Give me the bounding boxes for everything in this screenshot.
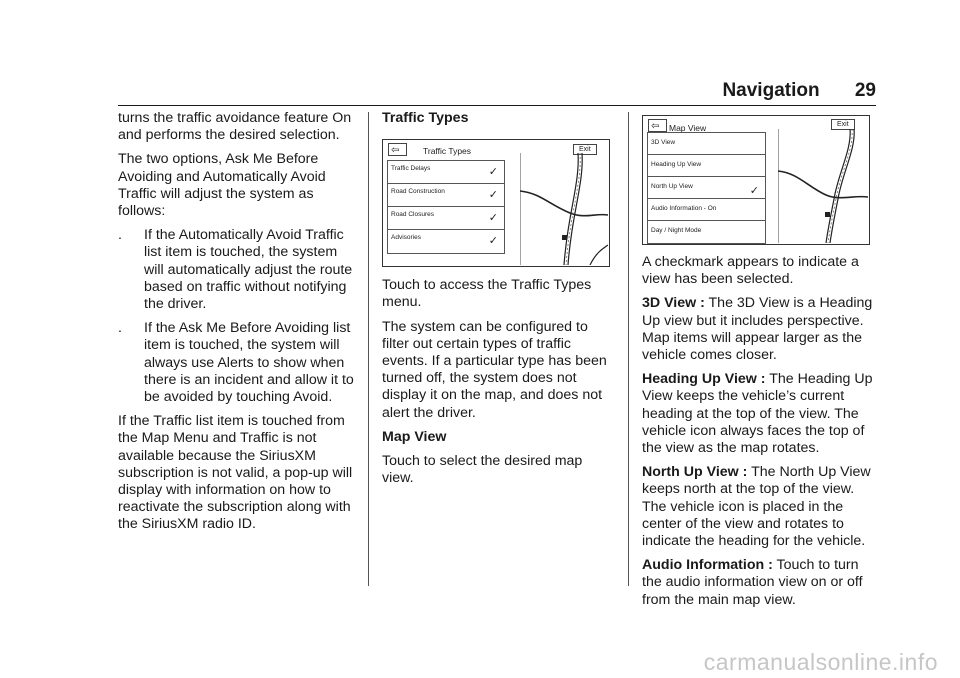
paragraph: If the Traffic list item is touched from the Map Menu and Traffic is not available because the SiriusXM subscription is not valid, a pop-up will display with information on how to reactivate the subscription along with the SiriusXM radio ID. — [118, 413, 353, 533]
definition — [642, 557, 878, 609]
column-2 — [382, 110, 614, 494]
page-header — [722, 80, 876, 102]
back-button[interactable] — [648, 119, 667, 132]
term: North Up View : — [642, 464, 748, 481]
exit-button[interactable]: Exit — [831, 119, 855, 130]
list-item-label: Heading Up View — [651, 161, 702, 168]
page-number: 29 — [854, 80, 876, 101]
paragraph: Touch to select the desired map view. — [382, 453, 583, 487]
header-rule — [118, 105, 876, 106]
list-item-label: 3D View — [651, 139, 676, 146]
section-heading: Map View — [382, 428, 447, 445]
term-description: The Heading Up View keeps the vehicle’s current heading at the top of the view. The vehicle icon always faces the top of the view as the map rotates. — [642, 371, 873, 457]
checkmark-icon: ✓ — [488, 189, 498, 202]
checkmark-icon: ✓ — [488, 212, 498, 225]
column-1 — [118, 110, 358, 541]
list-item[interactable] — [388, 184, 504, 207]
list-item-label: Audio Information - On — [651, 205, 717, 212]
term-description: The North Up View keeps north at the top of the view. The vehicle icon is placed in the center of the view and rotates to indicate the heading for the vehicle. — [642, 464, 871, 550]
traffic-types-list — [387, 160, 505, 254]
term: Heading Up View : — [642, 371, 766, 388]
checkmark-icon: ✓ — [488, 235, 498, 248]
list-item-label: North Up View — [651, 183, 693, 190]
watermark: carmanualsonline.info — [703, 649, 938, 675]
list-item — [118, 227, 358, 313]
list-item[interactable] — [388, 207, 504, 230]
list-item-label: Advisories — [391, 234, 421, 242]
checkmark-icon: ✓ — [488, 166, 498, 179]
list-item[interactable] — [648, 199, 765, 221]
column-divider — [628, 112, 629, 586]
list-item[interactable] — [648, 177, 765, 199]
list-item[interactable] — [388, 230, 504, 253]
exit-button[interactable]: Exit — [573, 144, 597, 155]
definition — [642, 371, 878, 457]
screen-title: Traffic Types — [423, 146, 472, 157]
checkmark-icon: ✓ — [749, 185, 759, 197]
section-title: Navigation — [722, 80, 820, 101]
bullet-symbol: . — [118, 227, 122, 244]
back-arrow-icon: ⇦ — [651, 121, 660, 132]
list-item[interactable] — [648, 133, 765, 155]
map-view-screen — [642, 115, 870, 245]
paragraph: The two options, Ask Me Before Avoiding and Automatically Avoid Traffic will adjust the system as follows: — [118, 151, 326, 220]
paragraph: A checkmark appears to indicate a view has been selected. — [642, 254, 859, 288]
list-item[interactable] — [388, 161, 504, 184]
screen-title: Map View — [669, 123, 707, 133]
column-3 — [642, 110, 878, 616]
bullet-symbol: . — [118, 320, 122, 337]
term: 3D View : — [642, 295, 705, 312]
paragraph: The system can be configured to filter out certain types of traffic events. If a particular type has been turned off, the system does not display it on the map, and does not alert the driver. — [382, 318, 607, 421]
map-view — [520, 153, 608, 265]
column-divider — [368, 112, 369, 586]
list-item-label: Traffic Delays — [391, 165, 431, 173]
list-item-text: If the Ask Me Before Avoiding list item is touched, the system will always use Alerts to show when there is an incident and allow it to be avoided by touching Avoid. — [144, 320, 354, 406]
map-view-list — [647, 132, 766, 244]
list-item[interactable] — [648, 155, 765, 177]
definition — [642, 295, 878, 364]
list-item-label: Road Construction — [391, 188, 445, 196]
term-description: Touch to turn the audio information view on or off from the main map view. — [642, 557, 863, 608]
paragraph: Touch to access the Traffic Types menu. — [382, 277, 592, 311]
list-item[interactable] — [648, 221, 765, 243]
definition — [642, 464, 878, 550]
term: Audio Information : — [642, 557, 773, 574]
paragraph: turns the traffic avoidance feature On and performs the desired selection. — [118, 110, 352, 144]
traffic-types-screen — [382, 139, 610, 267]
section-heading: Traffic Types — [382, 110, 469, 126]
list-item-label: Day / Night Mode — [651, 227, 702, 234]
list-item — [118, 320, 358, 406]
list-item-text: If the Automatically Avoid Traffic list item is touched, the system will automatically adjust the route based on traffic without notifying the driver. — [144, 227, 353, 313]
term-description: The 3D View is a Heading Up view but it includes perspective. Map items will appear larger as the vehicle comes closer. — [642, 295, 873, 364]
list-item-label: Road Closures — [391, 211, 434, 219]
back-button[interactable] — [388, 143, 407, 156]
back-arrow-icon: ⇦ — [391, 145, 400, 157]
map-view — [778, 129, 868, 243]
